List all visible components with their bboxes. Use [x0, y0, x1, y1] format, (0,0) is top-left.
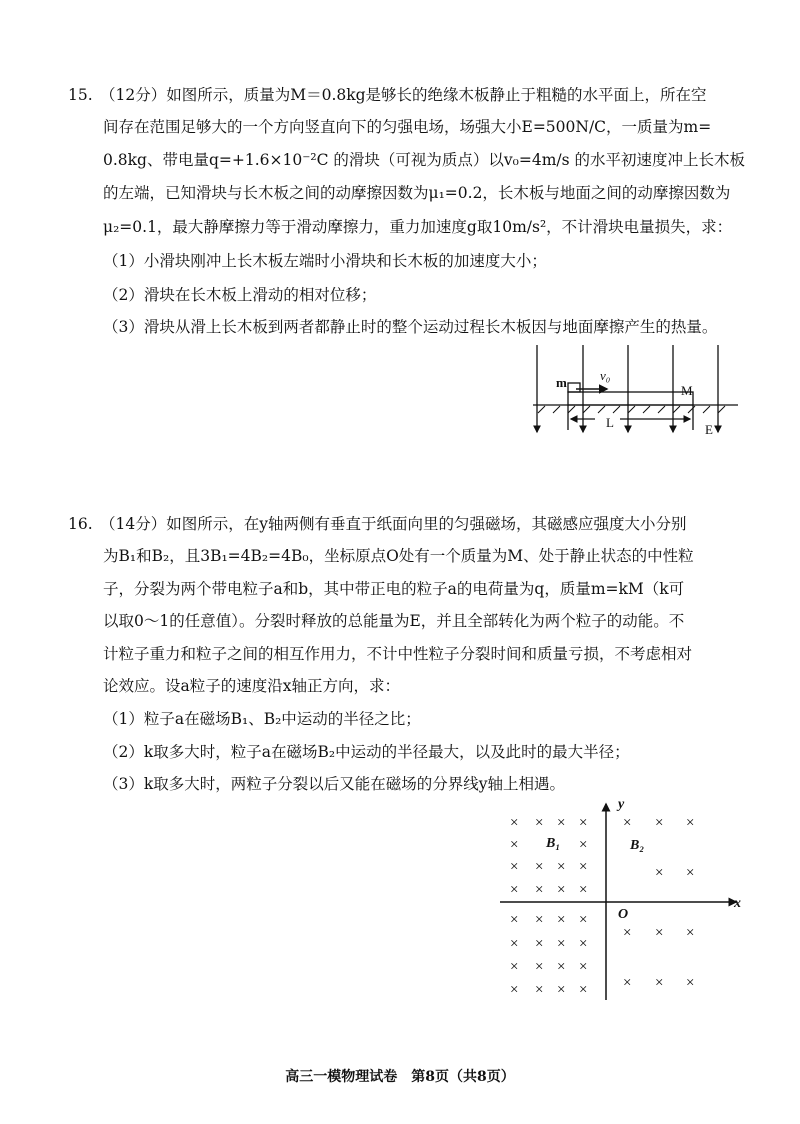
question-text-line: 以取0～1的任意值）。分裂时释放的总能量为E，并且全部转化为两个粒子的动能。不: [103, 612, 685, 630]
field-into-page-cross: ×: [579, 959, 588, 975]
label-y-axis: y: [618, 797, 625, 812]
field-into-page-cross: ×: [535, 912, 544, 928]
field-into-page-cross: ×: [510, 837, 519, 853]
long-board: [568, 392, 693, 405]
field-into-page-cross: ×: [535, 936, 544, 952]
question-text-line: μ₂=0.1，最大静摩擦力等于滑动摩擦力，重力加速度g取10m/s²，不计滑块电量损失，求：: [103, 218, 733, 236]
field-into-page-cross: ×: [557, 882, 566, 898]
field-into-page-cross: ×: [510, 912, 519, 928]
field-into-page-cross: ×: [579, 936, 588, 952]
label-B1: B₁: [546, 836, 561, 851]
field-crosses: [510, 815, 694, 998]
sub-question: （2）k取多大时，粒子a在磁场B₂中运动的半径最大，以及此时的最大半径；: [103, 743, 630, 761]
sub-question: （1）粒子a在磁场B₁、B₂中运动的半径之比；: [103, 710, 421, 728]
field-into-page-cross: ×: [579, 882, 588, 898]
field-into-page-cross: ×: [655, 975, 664, 991]
sub-question: （2）滑块在长木板上滑动的相对位移；: [103, 286, 377, 304]
label-M: M: [681, 383, 693, 398]
question-text-line: （12分）如图所示，质量为M＝0.8kg是够长的绝缘木板静止于粗糙的水平面上，所在空: [100, 86, 707, 104]
label-L: L: [606, 415, 614, 430]
field-into-page-cross: ×: [686, 865, 695, 881]
field-into-page-cross: ×: [510, 815, 519, 831]
label-m: m: [556, 375, 567, 390]
field-into-page-cross: ×: [557, 982, 566, 998]
question-text-line: 子，分裂为两个带电粒子a和b，其中带正电的粒子a的电荷量为q，质量m=kM（k可: [103, 580, 685, 598]
slider-block: [568, 383, 580, 392]
field-into-page-cross: ×: [557, 959, 566, 975]
label-x-axis: x: [734, 896, 741, 911]
field-into-page-cross: ×: [686, 975, 695, 991]
board-diagram-labels: [556, 368, 713, 437]
field-into-page-cross: ×: [557, 936, 566, 952]
field-into-page-cross: ×: [535, 815, 544, 831]
question-text-line: 的左端，已知滑块与长木板之间的动摩擦因数为μ₁=0.2，长木板与地面之间的动摩擦因数为: [103, 184, 731, 202]
field-into-page-cross: ×: [579, 982, 588, 998]
label-E: E: [705, 422, 713, 437]
question-text-line: 计粒子重力和粒子之间的相互作用力，不计中性粒子分裂时间和质量亏损，不考虑相对: [103, 645, 693, 663]
ground-hatching: [538, 406, 725, 413]
sub-question: （3）k取多大时，两粒子分裂以后又能在磁场的分界线y轴上相遇。: [103, 775, 566, 793]
question-text-line: （14分）如图所示，在y轴两侧有垂直于纸面向里的匀强磁场，其磁感应强度大小分别: [100, 515, 687, 533]
field-into-page-cross: ×: [655, 865, 664, 881]
field-into-page-cross: ×: [579, 837, 588, 853]
question-number: 16.: [68, 515, 93, 533]
field-into-page-cross: ×: [655, 815, 664, 831]
field-into-page-cross: ×: [557, 815, 566, 831]
label-origin: O: [618, 907, 629, 922]
question-text-line: 为B₁和B₂，且3B₁=4B₂=4B₀，坐标原点O处有一个质量为M、处于静止状态的中性粒: [103, 547, 694, 565]
field-into-page-cross: ×: [579, 912, 588, 928]
field-into-page-cross: ×: [623, 815, 632, 831]
field-into-page-cross: ×: [535, 959, 544, 975]
field-into-page-cross: ×: [557, 859, 566, 875]
field-into-page-cross: ×: [557, 912, 566, 928]
field-into-page-cross: ×: [510, 859, 519, 875]
field-into-page-cross: ×: [535, 982, 544, 998]
field-into-page-cross: ×: [510, 959, 519, 975]
sub-question: （3）滑块从滑上长木板到两者都静止时的整个运动过程长木板因与地面摩擦产生的热量。: [103, 318, 718, 336]
question-number: 15.: [68, 86, 93, 104]
field-into-page-cross: ×: [510, 882, 519, 898]
field-into-page-cross: ×: [686, 815, 695, 831]
field-into-page-cross: ×: [623, 925, 632, 941]
sub-question: （1）小滑块刚冲上长木板左端时小滑块和长木板的加速度大小；: [103, 252, 547, 270]
field-into-page-cross: ×: [655, 925, 664, 941]
page-footer: 高三一模物理试卷 第8页（共8页）: [285, 1069, 515, 1085]
field-into-page-cross: ×: [579, 859, 588, 875]
field-into-page-cross: ×: [535, 882, 544, 898]
label-B2: B₂: [630, 838, 645, 853]
field-into-page-cross: ×: [510, 982, 519, 998]
question-text-line: 0.8kg、带电量q=+1.6×10⁻²C 的滑块（可视为质点）以v₀=4m/s 的水平初速度冲上长木板: [103, 151, 746, 169]
field-into-page-cross: ×: [579, 815, 588, 831]
field-into-page-cross: ×: [535, 859, 544, 875]
label-v0: v₀: [600, 368, 611, 383]
field-into-page-cross: ×: [623, 975, 632, 991]
field-into-page-cross: ×: [510, 936, 519, 952]
question-text-line: 间存在范围足够大的一个方向竖直向下的匀强电场，场强大小E=500N/C，一质量为m=: [103, 118, 712, 136]
question-text-line: 论效应。设a粒子的速度沿x轴正方向，求：: [103, 677, 400, 695]
field-into-page-cross: ×: [686, 925, 695, 941]
